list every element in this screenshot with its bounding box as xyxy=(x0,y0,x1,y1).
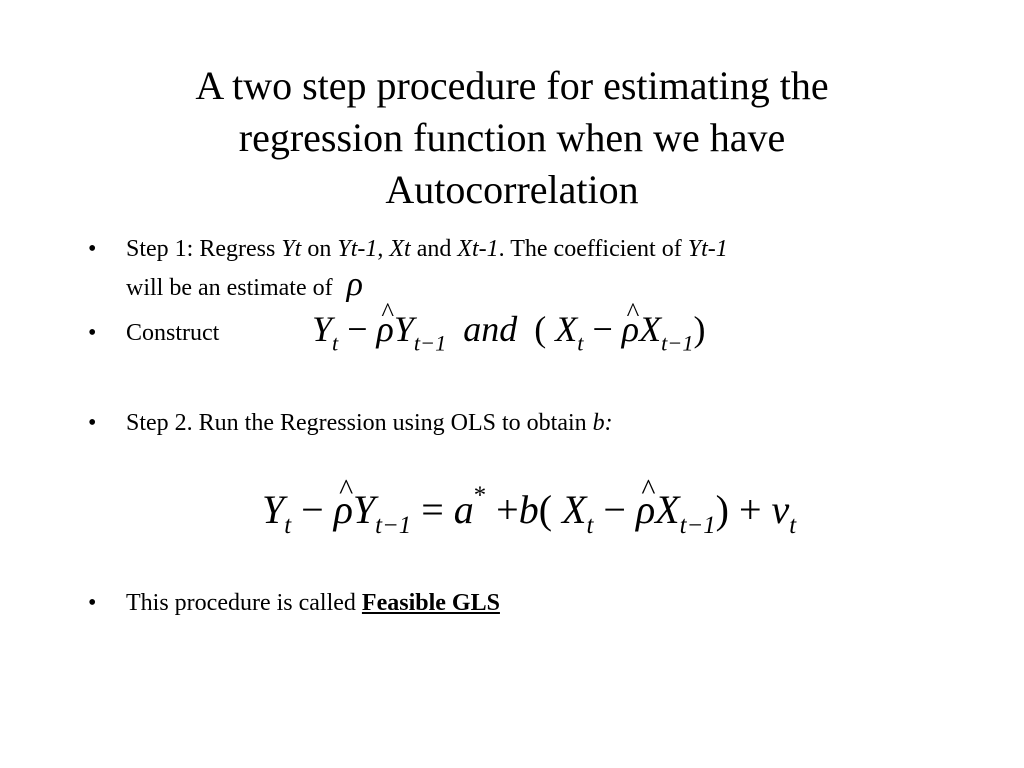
bullet-marker: • xyxy=(88,590,97,616)
bullet-construct-text: Construct xyxy=(126,320,220,346)
slide-title xyxy=(112,60,912,216)
rho-symbol: ρ xyxy=(346,266,363,303)
bullet-marker: • xyxy=(88,236,97,262)
equation-construct: $Y_t$ − ^ $\rho Y_{t-1}$ and ( $X_t$ − ^ $\rho X_{t-1}$) xyxy=(312,308,706,356)
bullet-marker: • xyxy=(88,320,97,346)
bullet-step-1-line-2: will be an estimate of ρ xyxy=(126,266,363,303)
equation-regression: $Y_t$ − ^ $\rho Y_{t-1} = a^* +b$( $X_t$ − ^ $\rho X_{t-1}) + v_t$ xyxy=(262,482,796,540)
bullet-step-1-line-1: Step 1: Regress Yt on Yt-1, Xt and Xt-1. The coefficient of Yt-1 xyxy=(126,236,728,262)
feasible-gls-link[interactable]: Feasible GLS xyxy=(361,590,500,616)
bullet-step-2-text: Step 2. Run the Regression using OLS to obtain b: xyxy=(126,410,613,436)
title-line-3: Autocorrelation xyxy=(385,167,639,212)
title-line-1: A two step procedure for estimating the xyxy=(195,63,829,108)
bullet-marker: • xyxy=(88,410,97,436)
bullet-feasible-gls-text: This procedure is called Feasible GLS xyxy=(126,590,500,616)
title-line-2: regression function when we have xyxy=(238,115,786,160)
